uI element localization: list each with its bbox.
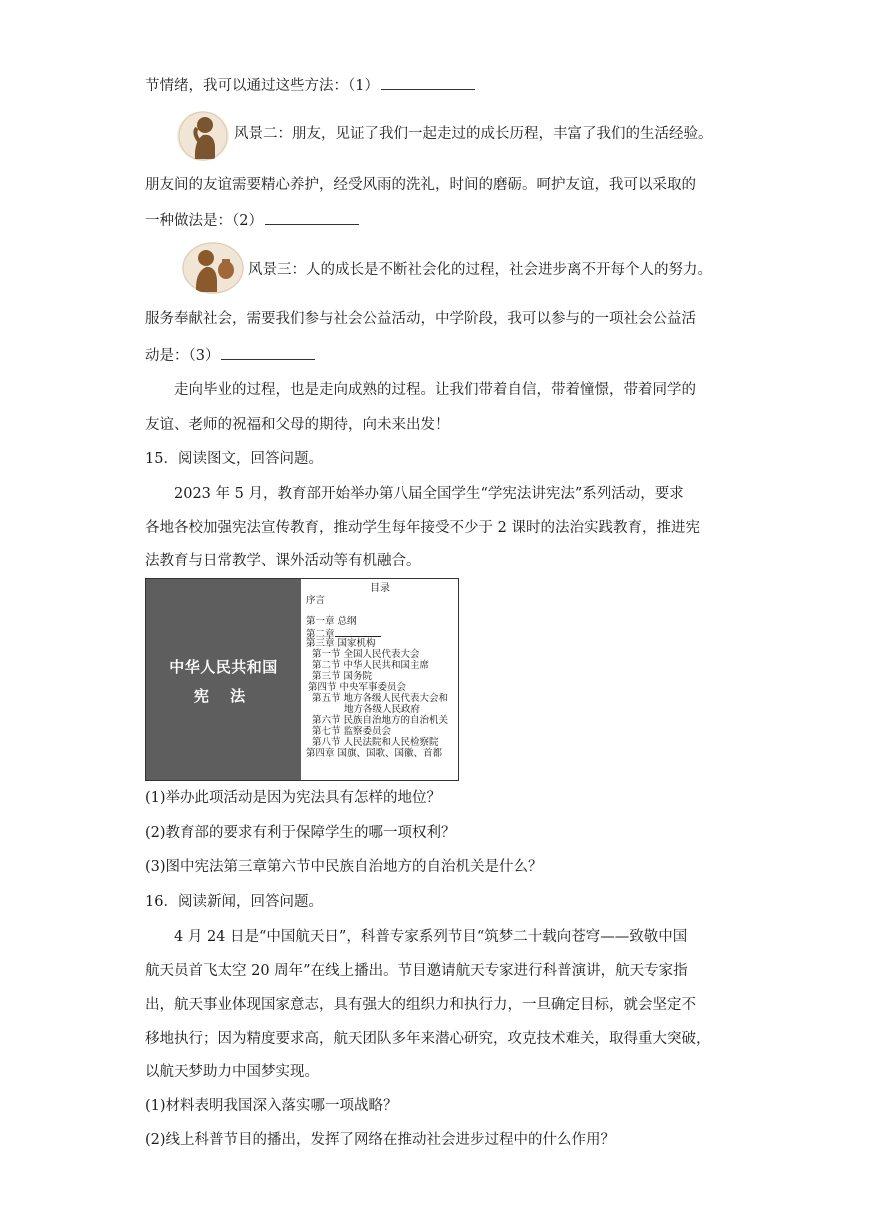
toc-item: 第五节 地方各级人民代表大会和 xyxy=(312,693,449,704)
text: 动是：（3） xyxy=(145,348,220,364)
cover-title-line1: 中华人民共和国 xyxy=(169,658,278,676)
text: 一种做法是：（2） xyxy=(145,213,263,229)
paragraph-line xyxy=(174,484,684,504)
paragraph-line xyxy=(174,927,687,947)
toc-item: 第三章 国家机构 xyxy=(306,638,376,649)
toc-item: 第六节 民族自治地方的自治机关 xyxy=(312,715,449,726)
table-of-contents xyxy=(304,579,458,780)
paragraph-line xyxy=(145,345,315,366)
sub-question xyxy=(145,823,456,843)
paragraph-line xyxy=(145,961,688,981)
toc-item: 第一节 全国人民代表大会 xyxy=(312,649,420,660)
text: 16．阅读新闻，回答问题。 xyxy=(145,894,323,910)
toc-item: 第七节 监察委员会 xyxy=(312,726,392,737)
paragraph-line xyxy=(145,210,359,231)
toc-item-label: 第二章 xyxy=(306,629,335,640)
answer-blank xyxy=(265,210,359,225)
text: (1)材料表明我国深入落实哪一项战略？ xyxy=(145,1098,398,1114)
toc-item: 第四章 国旗、国歌、国徽、首都 xyxy=(306,748,443,759)
constitution-figure xyxy=(145,578,459,781)
answer-blank xyxy=(221,345,315,360)
text: 朋友间的友谊需要精心养护，经受风雨的洗礼，时间的磨砺。呵护友谊，我可以采取的 xyxy=(145,177,696,193)
toc-item: 第四节 中央军事委员会 xyxy=(308,682,407,693)
sub-question xyxy=(145,788,441,808)
paragraph-line xyxy=(145,1029,711,1049)
text: 风景三：人的成长是不断社会化的过程，社会进步离不开每个人的努力。 xyxy=(248,262,712,278)
toc-item: 地方各级人民政府 xyxy=(344,704,421,715)
text: (2)线上科普节目的播出，发挥了网络在推动社会进步过程中的什么作用？ xyxy=(145,1132,616,1148)
toc-title: 目录 xyxy=(370,583,390,594)
text: (1)举办此项活动是因为宪法具有怎样的地位？ xyxy=(145,790,442,806)
text: 航天员首飞太空 20 周年”在线上播出。节目邀请航天专家进行科普演讲，航天专家指 xyxy=(145,963,688,979)
paragraph-line xyxy=(174,380,696,400)
toc-item: 序言 xyxy=(306,595,326,606)
text: 以航天梦助力中国梦实现。 xyxy=(145,1064,319,1080)
text: 移地执行；因为精度要求高，航天团队多年来潜心研究，攻克技术难关，取得重大突破， xyxy=(145,1031,711,1047)
question-title xyxy=(145,449,323,469)
text: 风景二：朋友，见证了我们一起走过的成长历程，丰富了我们的生活经验。 xyxy=(234,126,713,142)
text: 各地各校加强宪法宣传教育，推动学生每年接受不少于 2 课时的法治实践教育，推进宪 xyxy=(145,520,700,536)
sub-question xyxy=(145,1130,615,1150)
text: 法教育与日常教学、课外活动等有机融合。 xyxy=(145,553,421,569)
paragraph-line xyxy=(145,1062,319,1082)
thinking-figure-icon xyxy=(177,111,229,161)
text: 出，航天事业体现国家意志，具有强大的组织力和执行力，一旦确定目标，就会坚定不 xyxy=(145,997,696,1013)
figure-with-jar-icon xyxy=(182,242,244,294)
text: 友谊、老师的祝福和父母的期待，向未来出发！ xyxy=(145,417,450,433)
toc-item: 第八节 人民法院和人民检察院 xyxy=(312,737,439,748)
sub-question xyxy=(145,1096,398,1116)
toc-item: 第三节 国务院 xyxy=(312,671,373,682)
text: 走向毕业的过程，也是走向成熟的过程。让我们带着自信，带着憧憬，带着同学的 xyxy=(174,382,696,398)
toc-blank xyxy=(335,628,381,637)
paragraph-line xyxy=(145,309,696,329)
sub-question xyxy=(145,857,543,877)
text: 节情绪，我可以通过这些方法：（1） xyxy=(145,78,379,94)
paragraph-line xyxy=(145,551,421,571)
paragraph-line xyxy=(145,175,696,195)
text: (2)教育部的要求有利于保障学生的哪一项权利？ xyxy=(145,825,456,841)
question-title xyxy=(145,892,323,912)
paragraph-line xyxy=(145,75,475,96)
cover-title-line2: 宪 法 xyxy=(193,687,254,705)
toc-item: 第二节 中华人民共和国主席 xyxy=(312,660,430,671)
paragraph-line xyxy=(145,518,700,538)
answer-blank xyxy=(381,75,475,90)
toc-item: 第一章 总纲 xyxy=(306,616,357,627)
paragraph-line xyxy=(234,124,713,144)
constitution-cover xyxy=(146,579,301,780)
text: 服务奉献社会，需要我们参与社会公益活动，中学阶段，我可以参与的一项社会公益活 xyxy=(145,311,696,327)
text: 15．阅读图文，回答问题。 xyxy=(145,451,323,467)
text: (3)图中宪法第三章第六节中民族自治地方的自治机关是什么？ xyxy=(145,859,543,875)
text: 4 月 24 日是“中国航天日”，科普专家系列节目“筑梦二十载向苍穹——致敬中国 xyxy=(174,929,688,945)
text: 2023 年 5 月，教育部开始举办第八届全国学生“学宪法讲宪法”系列活动，要求 xyxy=(174,486,684,502)
paragraph-line xyxy=(145,995,696,1015)
paragraph-line xyxy=(145,415,450,435)
paragraph-line xyxy=(248,260,712,280)
